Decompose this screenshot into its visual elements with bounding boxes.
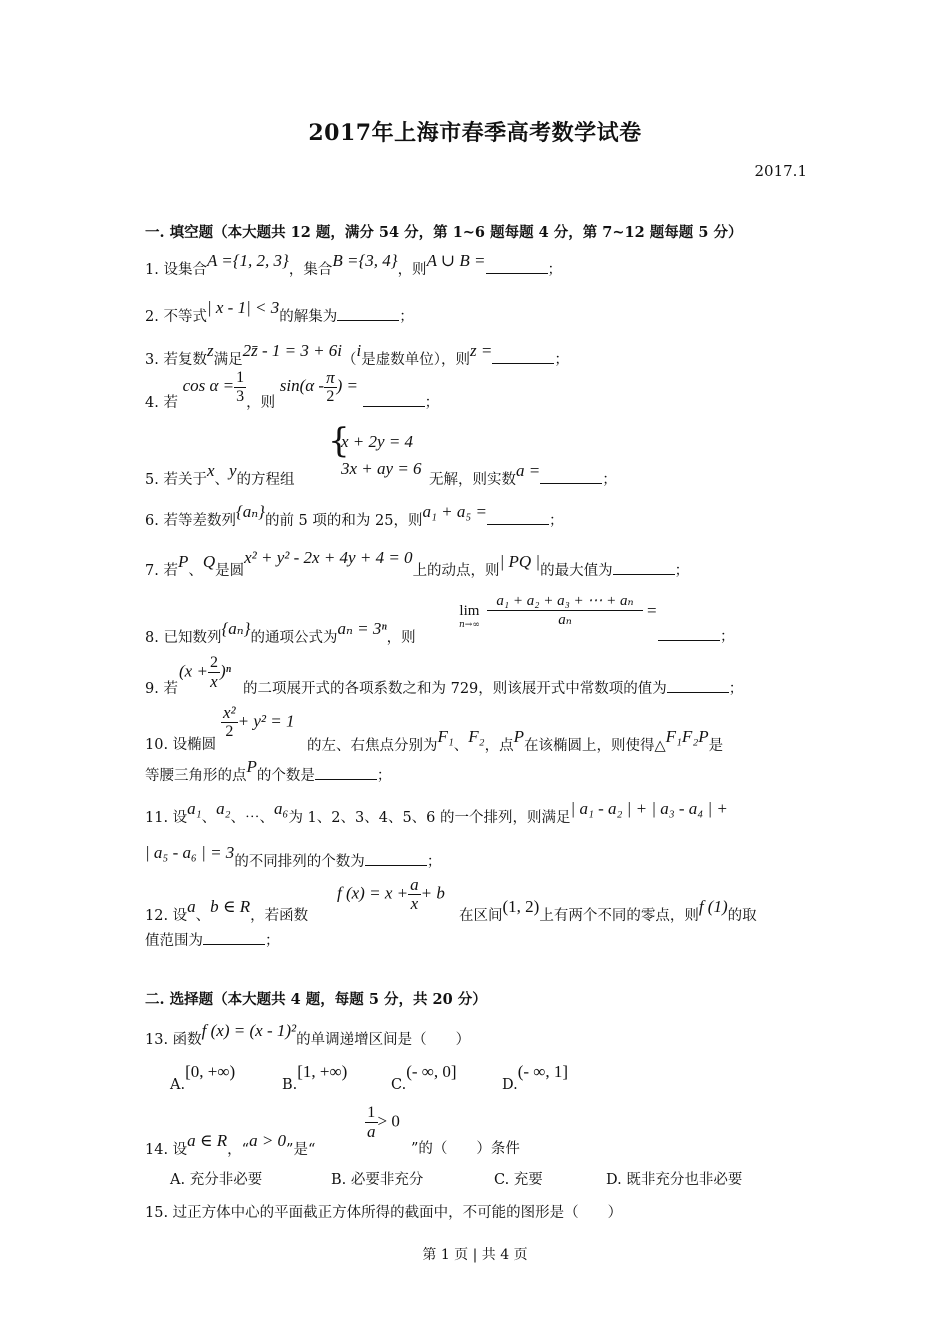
q13-option-d: D.(- ∞, 1]: [502, 1062, 569, 1093]
answer-blank: [203, 930, 265, 945]
answer-blank: [540, 469, 602, 484]
q14-option-c: C. 充要: [494, 1172, 543, 1188]
section-choice-heading: 二. 选择题（本大题共 4 题，每题 5 分，共 20 分）: [145, 991, 487, 1008]
question-8: 8. 已知数列{aₙ}的通项公式为aₙ = 3ⁿ，则 lim n→∞ $\frac{\text{a₁ + a₂ + a₃ + ⋯ + aₙ}}{\text{aₙ}}$ = ；: [145, 593, 735, 646]
question-13: 13. 函数f (x) = (x - 1)²的单调递增区间是（ ）: [145, 1021, 471, 1048]
answer-blank: [613, 560, 675, 575]
answer-blank: [315, 765, 377, 780]
q13-option-b: B.[1, +∞): [282, 1062, 348, 1093]
answer-blank: [667, 678, 729, 693]
answer-blank: [365, 851, 427, 866]
answer-blank: [486, 259, 548, 274]
question-7: 7. 若P、Q是圆x² + y² - 2x + 4y + 4 = 0上的动点，则| PQ |的最大值为 ；: [145, 548, 690, 579]
q14-option-a: A. 充分非必要: [170, 1172, 263, 1188]
question-5: 5. 若关于x、y的方程组 { x + 2y = 4 3x + ay = 6 无解，则实数a = ；: [145, 421, 617, 488]
section-fill-blank-heading: 一. 填空题（本大题共 12 题，满分 54 分，第 1~6 题每题 4 分，第 7~12 题每题 5 分）: [145, 224, 743, 241]
page-footer: 第 1 页 | 共 4 页: [422, 1247, 528, 1263]
q14-option-b: B. 必要非充分: [331, 1172, 424, 1188]
question-9: 9. 若 (x + $\frac{2}{x}$ )ⁿ 的二项展开式的各项系数之和为 729，则该展开式中常数项的值为 ；: [145, 654, 744, 697]
answer-blank: [363, 392, 425, 407]
question-15: 15. 过正方体中心的平面截正方体所得的截面中，不可能的图形是（ ）: [145, 1205, 623, 1221]
q13-option-c: C.(- ∞, 0]: [391, 1062, 457, 1093]
q14-option-d: D. 既非充分也非必要: [606, 1172, 743, 1188]
question-2: 2. 不等式| x - 1| < 3的解集为 ；: [145, 298, 414, 325]
answer-blank: [337, 306, 399, 321]
question-14: 14. 设a ∈ R，“a > 0”是“ $\frac{1}{a}$ > 0 ”的（ ）条件: [145, 1104, 520, 1158]
question-6: 6. 若等差数列{aₙ}的前 5 项的和为 25，则a₁ + a₅ = ；: [145, 502, 564, 529]
question-1: 1. 设集合A ={1, 2, 3}，集合B ={3, 4}，则A ∪ B = ；: [145, 251, 562, 278]
answer-blank: [492, 349, 554, 364]
question-4: 4. 若 cos α = $\frac{1}{3}$ ，则 sin(α - $\frac{\pi}{2}$ ) = ；: [145, 367, 440, 411]
exam-date: 2017.1: [754, 162, 807, 180]
page-title: 2017年上海市春季高考数学试卷: [308, 120, 642, 146]
answer-blank: [658, 626, 720, 641]
question-10: 10. 设椭圆 $\frac{\text{x²}}{2}$ + y² = 1 的左、右焦点分别为F₁、F₂，点P在该椭圆上，则使得△F₁F₂P是 等腰三角形的点P的个数是 ；: [145, 703, 724, 784]
q13-option-a: A.[0, +∞): [170, 1062, 236, 1093]
question-11: 11. 设a₁、a₂、⋯、a₆为 1、2、3、4、5、6 的一个排列，则满足| a₁ - a₂ | + | a₃ - a₄ | + | a₅ - a₆ | = 3的不同排列的个数为 ；: [145, 799, 728, 870]
question-3: 3. 若复数z满足2z̄ - 1 = 3 + 6i（i是虚数单位），则z = ；: [145, 341, 569, 368]
answer-blank: [487, 510, 549, 525]
question-12: 12. 设a、b ∈ R，若函数 f (x) = x + $\frac{a}{x}$ + b 在区间(1, 2)上有两个不同的零点，则f (1)的取 值范围为 ；: [145, 875, 757, 949]
